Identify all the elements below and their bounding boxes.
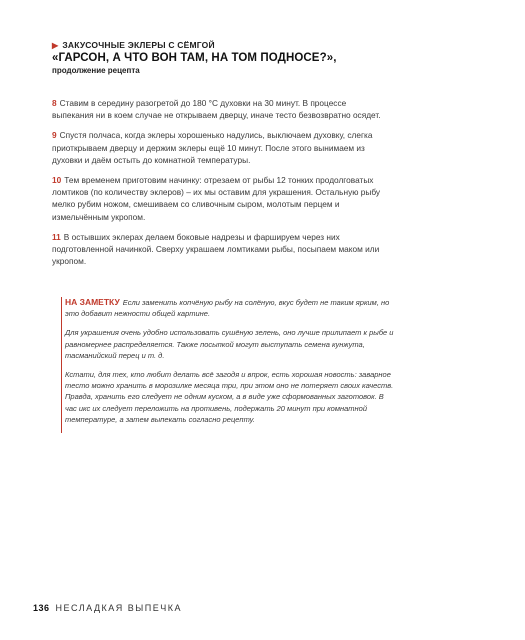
step-8 [52,97,382,121]
step-number: 9 [52,130,57,141]
section-title: НЕСЛАДКАЯ ВЫПЕЧКА [55,603,182,613]
recipe-subtitle: продолжение рецепта [52,66,140,75]
page-number: 136 [33,603,50,613]
step-text: Тем временем приготовим начинку: отрезаем от рыбы 12 тонких продолговатых ломтиков (по количеству эклеров) – их мы оставим для украшения. Остальную рыбу мелко рубим ножом, смешиваем со сливочным сыром, молотым перцем и измельчённым укропом. [52,175,381,222]
tip-label: НА ЗАМЕТКУ [65,297,120,307]
tip-paragraph-3: Кстати, для тех, кто любит делать всё загодя и впрок, есть хорошая новость: заварное тесто можно хранить в морозилке месяца три, при этом оно не потеряет своих качеств. Правда, хранить его следует не одним куском, а в виде уже сформованных заготовок. В час икс их следует переложить на противень, подержать 20 минут при комнатной температуре, а затем выпекать согласно рецепту. [65,370,394,424]
step-number: 10 [52,175,62,186]
tip-text: Если заменить копчёную рыбу на солёную, вкус будет не таким ярким, но это добавит нежности общей картине. [65,298,390,319]
triangle-bullet-icon: ▶ [52,41,59,50]
recipe-header [52,40,492,76]
recipe-steps [52,97,382,275]
step-11 [52,231,382,268]
step-text: Спустя полчаса, когда эклеры хорошенько надулись, выключаем духовку, слегка приоткрываем дверцу и держим эклеры ещё 10 минут. После этого вынимаем из духовки и даём остыть до комнатной температуры. [52,130,373,165]
tip-paragraph-2: Для украшения очень удобно использовать сушёную зелень, оно лучше прилипает к рыбе и равномернее распределяется. Также посыпкой могут выступать семена кунжута, тасманийский перец и т. д. [65,328,394,360]
step-10 [52,174,382,223]
page-footer [33,603,182,613]
step-9 [52,129,382,166]
recipe-kicker [52,40,492,51]
step-text: В остывших эклерах делаем боковые надрезы и фаршируем через них подготовленной начинкой. Сверху украшаем ломтиками рыбы, посыпаем маком или укропом. [52,231,380,267]
step-number: 8 [52,98,57,108]
step-number: 11 [52,231,61,242]
recipe-title: «ГАРСОН, А ЧТО ВОН ТАМ, НА ТОМ ПОДНОСЕ?», [52,52,337,64]
step-text: Ставим в середину разогретой до 180 °С духовки на 30 минут. В процессе выпекания ни в коем случае не открываем дверцу, иначе тесто безвозвратно осядет. [52,98,381,121]
tip-paragraph-1 [65,297,395,319]
tip-box [61,297,395,433]
kicker-text: ЗАКУСОЧНЫЕ ЭКЛЕРЫ С СЁМГОЙ [62,40,215,50]
